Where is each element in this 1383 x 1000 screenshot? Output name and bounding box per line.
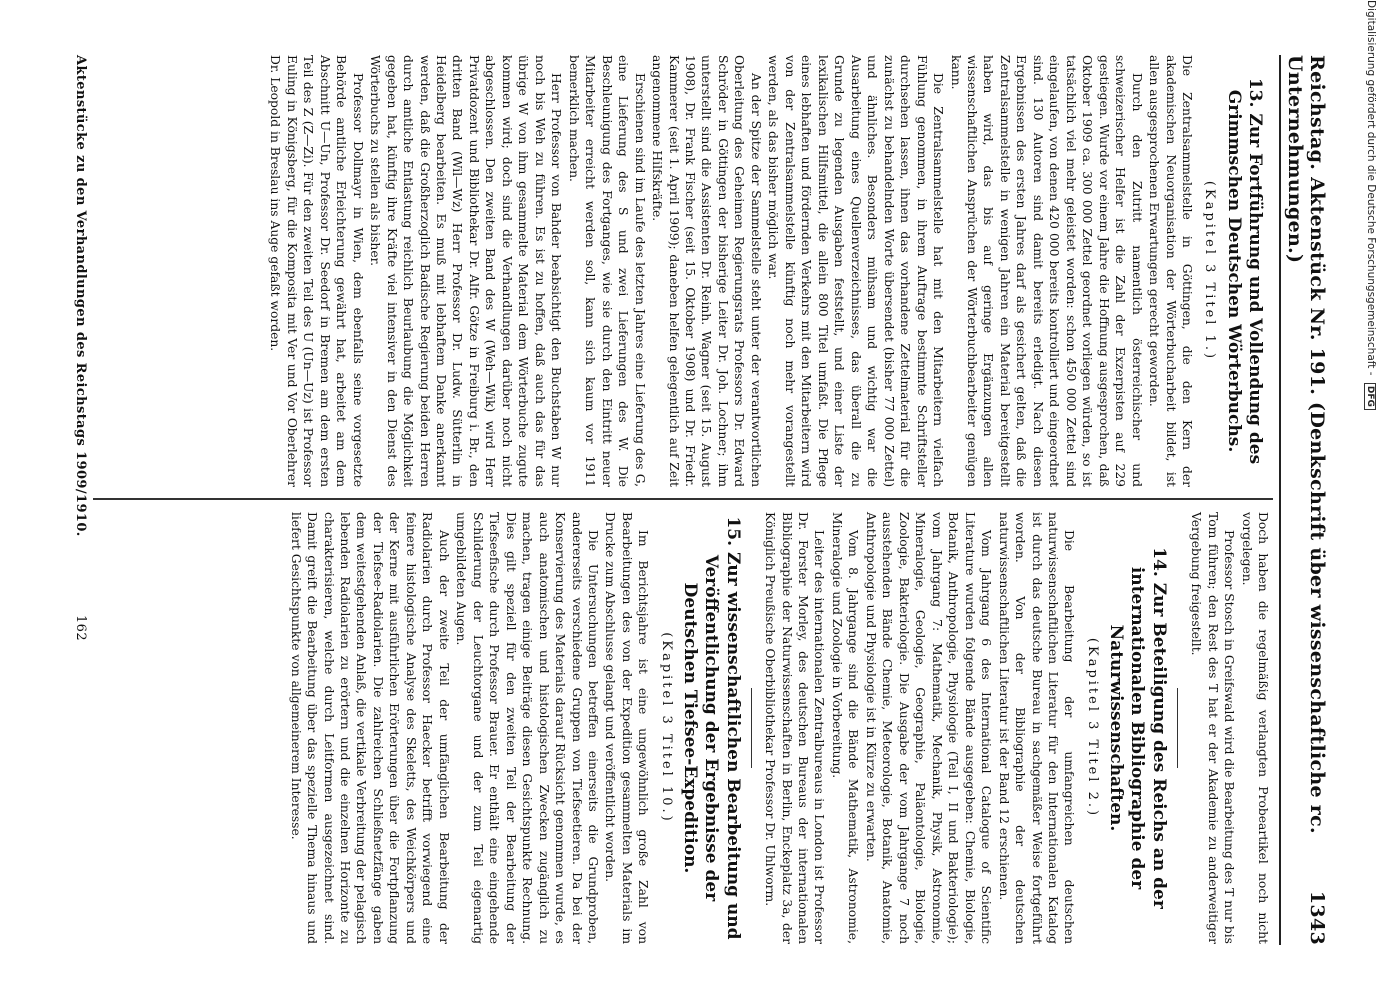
header-page-number: 1343 [1306,890,1328,945]
dfg-logo-icon: DFG [1364,383,1376,410]
paragraph: Durch den Zutritt namentlich österreichischer und schweizerischer Helfer ist die Zahl der Exzerpisten auf 229 gestiegen. Wurde vor einem Jahre die Hoffnung ausgesprochen, daß Oktober 1909 ca. 300 000 Zettel geordnet vorliegen würden, so ist tatsächlich viel mehr geleistet worden: schon 450 000 Zettel sind eingelaufen, von denen 420 000 bereits kontrolliert und eingeordnet sind. 130 Autoren sind damit bereits erledigt. Nach diesen Ergebnissen des ersten Jahres darf als gesichert gelten, daß die Zentralsammelstelle in wenigen Jahren ein Material bereitgestellt haben wird, das bis auf geringe Ergänzungen allen wissenschaftlichen Ansprüchen der Wörterbuchbearbeiter genügen kann. [948,55,1144,487]
header-title: Reichstag. Aktenstück Nr. 191. (Denkschrift über wissenschaftliche rc. Unternehmungen.) [1284,55,1328,834]
digitization-text: Digitalisierung gefördert durch die Deutsche Forschungsgemeinschaft - [1365,0,1377,376]
section-13-title: 13.Zur Fortführung und Vollendung des Grimmschen Deutschen Wörterbuchs. [1223,77,1265,465]
paragraph: Professor Dollmayr in Wien, dem ebenfalls seine vorgesetzte Behörde amtliche Erleichterung gewährt hat, arbeitet am dem Abschnitt U—Un, Professor Dr. Seedorf in Bremen am dem ersten Teil des Z (Z—Zi). Für den zweiten Teil des U (Un—Uz) ist Professor Euling in Königsberg, für die Komposita mit Ver und Vor Oberlehrer Dr. Leopold in Breslau ins Auge gefaßt worden. [268,55,365,487]
paragraph: Die Untersuchungen betreffen einerseits die Grundproben, andererseits verschiedene Gruppen von Tiefseetieren. Da bei der Konservierung des Materials darauf Rücksicht genommen wurde, es auch anatomischen und histologischen Zwecken zugänglich zu machen, tragen einige Beiträge diesen Gesichtspunkte Rechnung. Dies gilt speziell für den zweiten Teil der Bearbeitung der Tiefseefische durch Professor Brauer. Er enthält eine eingehende Schilderung der Leuchtorgane und der zum Teil eigenartig umgebildeten Augen. [454,512,601,944]
paragraph: Professor Stosch in Greifswald wird die Bearbeitung des T nur bis Tom führen; den Rest des T hat er der Akademie zu anderweitiger Vergebung freigestellt. [1189,512,1237,944]
section-separator [751,688,752,768]
paragraph: Auch der zweite Teil der umfänglichen Bearbeitung der Radiolarien durch Professor Haecker betrifft vorwiegend eine feinere histologische Analyse des Skeletts, des Weichkörpers und der Kerne mit ausführlichen Erörterungen über die Fortpflanzung der Tiefsee-Radiolarien. Die zahlreichen Schließnetzfänge gaben dem weitestgehenden Anlaß, die vertikale Verbreitung der pelagisch lebenden Radiolarien zu erörtern und die einzelnen Horizonte zu charakterisieren, welche durch Leitformen ausgezeichnet sind. Damit greift die Bearbeitung über das spezielle Thema hinaus und liefert Gesichtspunkte von allgemeinerem Interesse. [288,512,451,944]
paragraph: Vom 8. Jahrgange sind die Bände Mathematik, Astronomie, Mineralogie und Zoologie in Vorbereitung. [829,512,861,944]
paragraph: Vom Jahrgang 6 des International Catalogue of Scientific Literature wurden folgende Bände ausgegeben: Chemie, Biologie, Botanik, Anthropologie, Physiologie (Teil I, II und Bakteriologie); vom Jahrgang 7: Mathematik, Mechanik, Physik, Astronomie, Mineralogie, Geologie, Geographie, Paläontologie, Biologie, Zoologie, Bakteriologie. Die Ausgabe der vom Jahrgange 7 noch ausstehenden Bände Chemie, Meteorologie, Botanik, Anatomie, Anthropologie und Physiologie ist in Kürze zu erwarten. [863,512,994,944]
paragraph: Die Bearbeitung der umfangreichen deutschen naturwissenschaftlichen Literatur für den Internationalen Katalog ist durch das deutsche Bureau in sachgemäßer Weise fortgeführt worden. Von der Bibliographie der deutschen naturwissenschaftlichen Literatur ist der Band 12 erschienen. [996,512,1077,944]
paragraph: An der Spitze der Sammelstelle steht unter der verantwortlichen Oberleitung des Geheimen Regierungsrats Professors Dr. Edward Schröder in Göttingen der bisherige Leiter Dr. Joh. Lochner; ihm unterstellt sind die Assistenten Dr. Reinh. Wagner (seit 15. August 1908), Dr. Frank Fischer (seit 15. Oktober 1908) und Dr. Friedr. Kammerer (seit 1. April 1909); daneben helfen gelegentlich auf Zeit angenommene Hilfskräfte. [650,55,763,487]
section-separator [1177,688,1178,768]
paragraph: Im Berichtsjahre ist eine ungewöhnlich große Zahl von Bearbeitungen des von der Expedition gesammelten Materials im Drucke zum Abschlusse gelangt und veröffentlicht worden. [603,512,651,944]
footer-page-number: 162 [73,615,88,642]
section-14-chapter: (Kapitel 3 Titel 2.) [1084,637,1100,819]
page-header [1284,55,1328,945]
section-13-chapter: (Kapitel 3 Titel 1.) [1202,180,1218,362]
left-column [266,55,1271,487]
right-column [286,512,1271,944]
paragraph: Die Zentralsammelstelle hat mit den Mitarbeitern vielfach Fühlung genommen, in ihrem Auftrage bestimmte Schriftsteller durchsehen lassen, ihnen das vorhandene Zettelmaterial für die zunächst zu behandelnden Worte übersendet (bisher 77 000 Zettel) und ähnliches. Besonders mühsam und wichtig war die Ausarbeitung eines Quellenverzeichnisses, das überall die zu Grunde zu legenden Ausgaben feststellt, und einer Liste der lexikalischen Hilfsmittel, die allein 800 Titel umfaßt. Die Pflege eines lebhaften und fördernden Verkehrs mit den Mitarbeitern wird von der Zentralsammelstelle künftig noch mehr vorangestellt werden, als das bisher möglich war. [766,55,946,487]
header-rule [1279,55,1281,945]
paragraph: Erschienen sind im Laufe des letzten Jahres eine Lieferung des G, eine Lieferung des S und zwei Lieferungen des W. Die Beschleunigung des Fortganges, wie sie durch den Eintritt neuer Mitarbeiter erreicht werden soll, kann sich kaum vor 1911 bemerklich machen. [566,55,647,487]
paragraph: Die Zentralsammelstelle in Göttingen, die den Kern der akademischen Neuorganisation der Wörterbucharbeit bildet, ist allen ausgesprochenen Erwartungen gerecht geworden. [1147,55,1195,487]
paragraph: Doch haben die regelmäßig verlangten Probeartikel noch nicht vorgelegen. [1239,512,1270,944]
digitization-note [1364,0,1377,1000]
column-divider [93,498,1273,500]
section-14-title: 14.Zur Beteiligung des Reichs an der internationalen Bibliographie der Naturwissenschaften. [1106,547,1169,909]
paragraph: Leiter des internationalen Zentralbureaus in London ist Professor Dr. Forster Morley, des deutschen Bureaus der internationalen Bibliographie der Naturwissenschaften in Berlin, Enckeplatz 3a, der Königlich Preußische Oberbibliothekar Professor Dr. Uhlworm. [763,512,827,944]
footer-source: Aktenstücke zu den Verhandlungen des Reichstags 1909/1910. [73,55,88,537]
section-15-chapter: (Kapitel 3 Titel 10.) [658,632,674,824]
paragraph: Herr Professor von Bahder beabsichtigt den Buchstaben W nur noch bis Weh zu führen. Es ist zu hoffen, daß auch das für das übrige W von ihm gesammelte Material dem Wörterbuche zugute kommen wird; doch sind die Verhandlungen darüber noch nicht abgeschlossen. Den zweiten Band des W (Weh—Wik) wird Herr Privatdozent und Bibliothekar Dr. Alfr. Götze in Freiburg i. Br., den dritten Band (Wil—Wz) Herr Professor Dr. Ludw. Sütterlin in Heidelberg bearbeiten. Es muß mit lebhaftem Danke anerkannt werden, daß die Großherzoglich Badische Regierung beiden Herren durch amtliche Entlastung reichlich Beurlaubung die Möglichkeit gegeben hat, künftig ihre Kräfte viel intensiver in den Dienst des Wörterbuchs zu stellen als bisher. [368,55,564,487]
section-15-title: 15.Zur wissenschaftlichen Bearbeitung und Veröffentlichung der Ergebnisse der Deutschen Tiefsee-Expedition. [680,516,743,940]
